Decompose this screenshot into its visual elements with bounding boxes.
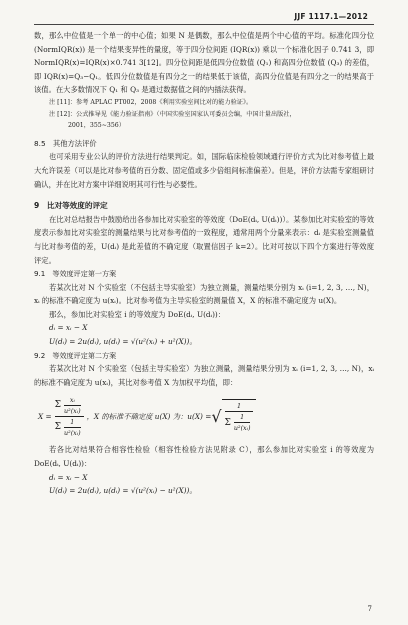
uncertainty-sqrt: √ 1 Σ $\frac{1}{\text{u²(xᵢ)}}$ bbox=[211, 399, 256, 433]
paragraph-scheme-1-doe: 那么，参加比对实验室 i 的等效度为 DoE(dᵢ, U(dᵢ))： bbox=[49, 309, 226, 319]
paragraph-doe-intro: 在比对总结报告中鼓励给出各参加比对实验室的等效度（DoE(dᵢ, U(dᵢ))）。某参加比对实验室的等效度表示参加比对实验室的测量结果与比对参考值的一致程度，通常用两个分量来表示：dᵢ 是实验室测量值与比对参考值的差，U(dᵢ) 是此差值的不确定度（取置信因子 k=2）。比对可按以下四个方案进行等效度评定。 bbox=[34, 214, 374, 265]
paragraph-scheme-1: 若某次比对 N 个实验室（不包括主导实验室）为独立测量，测量结果分别为 xᵢ (i=1, 2, 3, …, N)，xᵢ 的标准不确定度为 u(xᵢ)。比对参考值为主导实验室的测量值 X，X 的标准不确定度为 u(X)。 bbox=[34, 282, 374, 306]
section-9-heading: 9 比对等效度的评定 bbox=[34, 201, 108, 211]
paragraph-scheme-2-doe: 若各比对结果符合相容性检验（相容性检验方法见附录 C），那么参加比对实验室 i 的等效度为 DoE(dᵢ, U(dᵢ))： bbox=[34, 445, 374, 469]
paragraph-scheme-2: 若某次比对 N 个实验室（包括主导实验室）为独立测量，测量结果分别为 xᵢ (i=1, 2, 3, …, N)，xᵢ 的标准不确定度为 u(xᵢ)，其比对参考值 X 为加权平均值，即： bbox=[34, 364, 374, 387]
section-9-2-heading: 9.2 等效度评定第二方案 bbox=[34, 350, 117, 360]
weighted-mean-formula: X = Σ $\frac{\text{xᵢ}}{\text{u²(xᵢ)}}$ Σ $\frac{1}{\text{u²(xᵢ)}}$ ，X 的标准不确定度 u(X) 为：u(X) = √ 1 Σ $\frac{1}{\text{u²(xᵢ)}}$ bbox=[34, 389, 374, 443]
paragraph-median-iqr: 数，那么中位值是一个单一的中心值；如果 N 是偶数，那么中位值是两个中心值的平均。标准化四分位 (NormIQR(x)) 是一个结果变异性的量度，等于四分位间距 (IQR(x)) 乘以一个标准化因子 0.741 3，即 NormIQR(x)=IQR(x)×0.741 3[12]。四分位间距是低四分位数值 (Q₁) 和高四分位数值 (Q₃) 的差值，即 IQR(x)=Q₃−Q₁。低四分位数值是有四分之一的结果低于该值，高四分位值是有四分之一的结果高于该值。在大多数情况下 Q₁ 和 Q₃ 是通过数据值之间的内插法获得。 bbox=[34, 31, 374, 95]
equation-di-1: dᵢ = xᵢ − X bbox=[49, 323, 88, 333]
section-9-1-heading: 9.1 等效度评定第一方案 bbox=[34, 269, 117, 279]
standard-code-header: JJF 1117.1—2012 bbox=[294, 12, 368, 21]
equation-di-2: dᵢ = xᵢ − X bbox=[49, 472, 88, 482]
note-11: 注 [11]：参考 APLAC PT002，2008《利用实验室间比对的能力验证》。 bbox=[49, 98, 253, 106]
note-12: 注 [12]：公式推导见《能力验证指南》（中国实验室国家认可委员会编，中国计量出版社， bbox=[49, 110, 296, 118]
paragraph-other-methods: 也可采用专业公认的评价方法进行结果判定。如，国际临床检验领域通行评价方式为比对参考值上最大允许误差（可以是比对参考值的百分数、固定值或多少倍组间标准偏差）。但是，评价方法需专家组研讨确认，并在比对方案中详细说明其可行性与必要性。 bbox=[34, 152, 374, 189]
equation-udi-2: U(dᵢ) = 2u(dᵢ), u(dᵢ) = √(u²(xᵢ) − u²(X))。 bbox=[49, 486, 197, 496]
weighted-mean-fraction: Σ $\frac{\text{xᵢ}}{\text{u²(xᵢ)}}$ Σ $\frac{1}{\text{u²(xᵢ)}}$ bbox=[55, 395, 84, 438]
header-rule bbox=[34, 24, 374, 25]
equation-udi-1: U(dᵢ) = 2u(dᵢ), u(dᵢ) = √(u²(xᵢ) + u²(X))。 bbox=[49, 337, 197, 347]
page-content bbox=[34, 29, 374, 498]
note-12-continued: 2001，355~356） bbox=[68, 122, 125, 130]
section-8-5-heading: 8.5 其他方法评价 bbox=[34, 138, 97, 148]
formula-connector-text: ，X 的标准不确定度 u(X) 为：u(X) = bbox=[86, 411, 212, 421]
page-number: 7 bbox=[367, 605, 372, 613]
